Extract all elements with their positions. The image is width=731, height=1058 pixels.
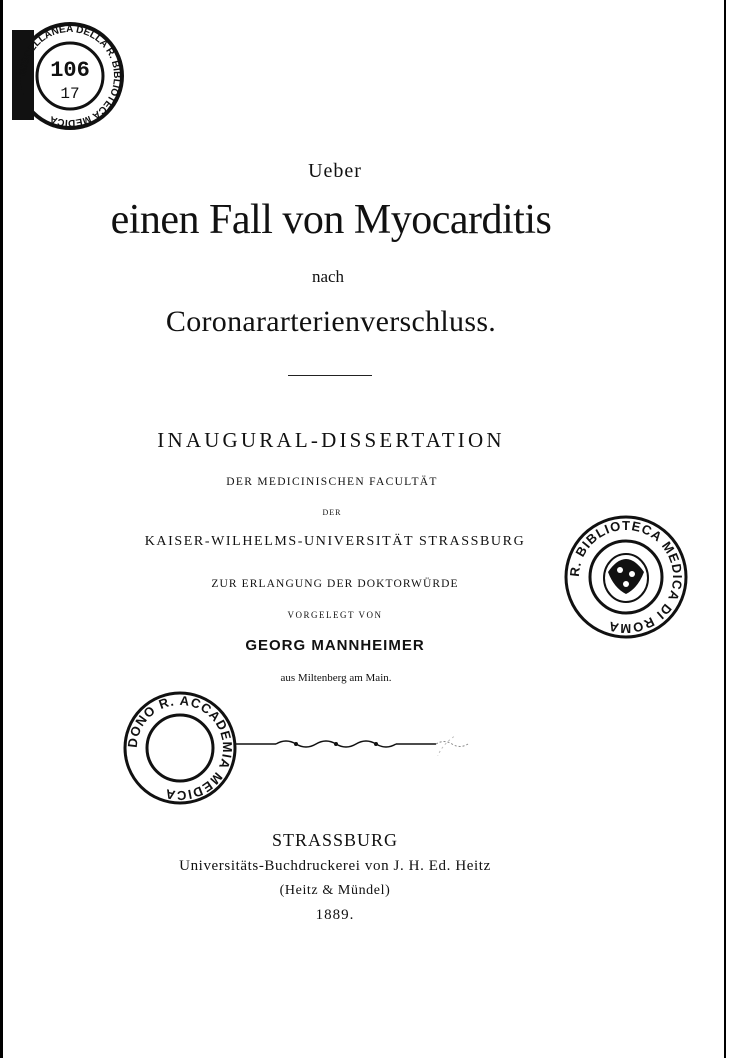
imprint-city: STRASSBURG xyxy=(271,830,399,850)
title-ueber: Ueber xyxy=(308,160,362,182)
main-title: einen Fall von Myocarditis xyxy=(110,197,552,243)
donation-stamp xyxy=(118,688,250,808)
imprint-year: 1889. xyxy=(315,907,355,923)
scan-right-edge xyxy=(724,0,726,1058)
degree-line: ZUR ERLANGUNG DER DOKTORWÜRDE xyxy=(211,578,459,590)
library-stamp-top-left xyxy=(10,20,130,130)
stamp-ring-text: R. BIBLIOTECA MEDICA DI ROMA xyxy=(566,517,686,637)
ornamental-divider xyxy=(236,736,556,756)
der-line: DER xyxy=(322,508,342,517)
faculty-line: DER MEDICINISCHEN FACULTÄT xyxy=(226,476,438,488)
imprint-printer-partners: (Heitz & Mündel) xyxy=(279,883,391,898)
scan-left-edge xyxy=(0,0,3,1058)
stamp-subnumber: 17 xyxy=(60,85,80,103)
presented-by-line: VORGELEGT VON xyxy=(287,610,383,620)
university-line: KAISER-WILHELMS-UNIVERSITÄT STRASSBURG xyxy=(144,534,526,549)
stamp-number: 106 xyxy=(50,58,90,83)
stamp-ring-text: MISCELLANEA DELLA R. BIBLIOTECA MEDICA xyxy=(17,23,123,129)
author-name: GEORG MANNHEIMER xyxy=(245,637,425,654)
library-stamp-right xyxy=(556,512,696,642)
title-divider xyxy=(288,375,372,376)
title-subject: Coronararterienverschluss. xyxy=(165,305,497,338)
title-nach: nach xyxy=(311,267,345,286)
crest-emblem xyxy=(604,554,648,602)
author-origin: aus Miltenberg am Main. xyxy=(280,672,392,684)
stamp-ring-text: DONO R. ACCADEMIA MEDICA xyxy=(124,692,236,804)
dissertation-heading: INAUGURAL-DISSERTATION xyxy=(157,428,505,452)
imprint-printer: Universitäts-Buchdruckerei von J. H. Ed. Heitz xyxy=(179,858,491,874)
